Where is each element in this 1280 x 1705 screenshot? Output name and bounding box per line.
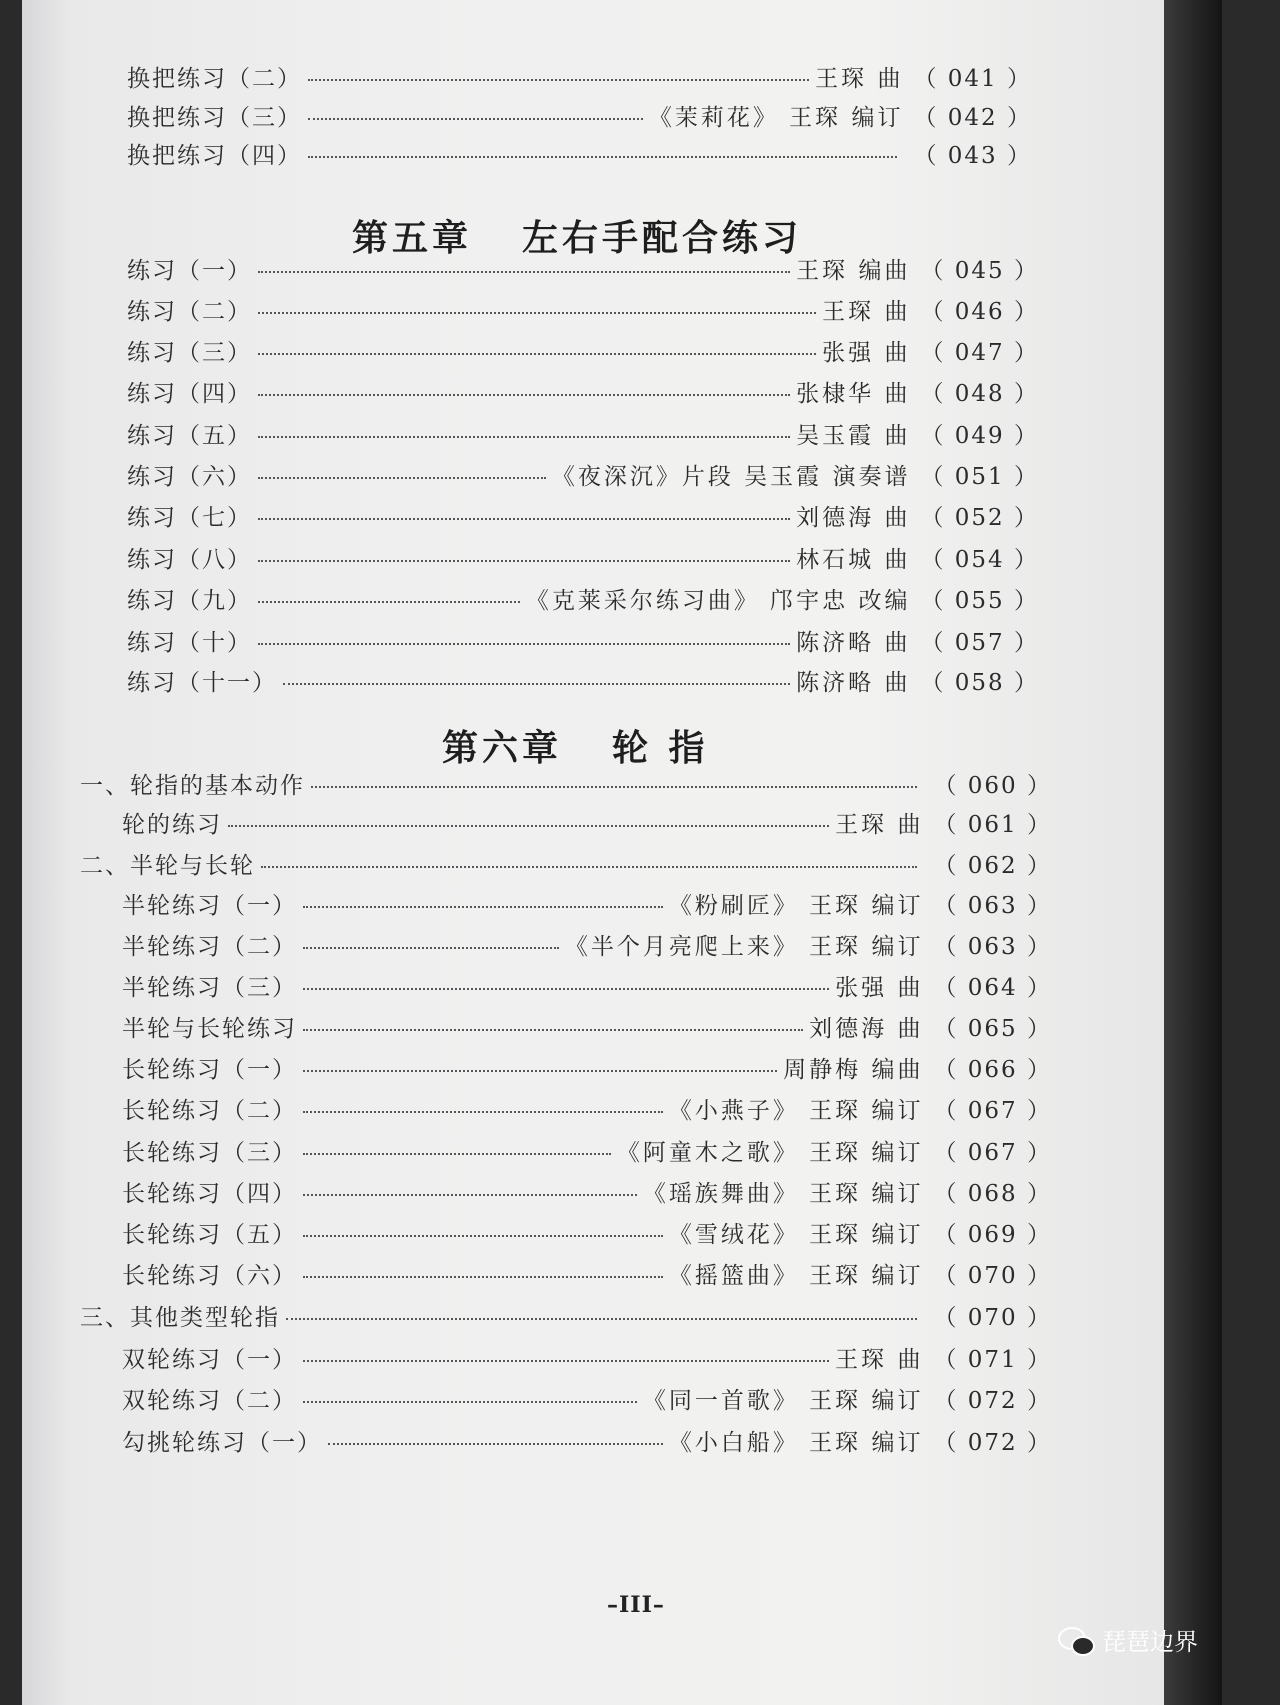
toc-entry-page-number: （ 063 ）: [933, 892, 1052, 919]
toc-entry-title: 长轮练习（三）: [122, 1139, 297, 1166]
toc-entry-title: 轮的练习: [122, 811, 222, 838]
toc-entry-title: 练习（六）: [127, 463, 252, 490]
toc-entry-page-number: （ 055 ）: [920, 587, 1039, 614]
toc-entry-title: 三、其他类型轮指: [80, 1304, 280, 1331]
toc-entry-page-number: （ 054 ）: [920, 546, 1039, 573]
toc-entry-credit: 《瑶族舞曲》 王琛 编订: [642, 1180, 924, 1207]
toc-entry-page-number: （ 051 ）: [920, 463, 1039, 490]
toc-entry-page-number: （ 052 ）: [920, 504, 1039, 531]
toc-entry-title: 长轮练习（五）: [122, 1221, 297, 1248]
toc-entry: [122, 1255, 1052, 1291]
toc-entry-title: 半轮练习（二）: [122, 933, 297, 960]
dot-leader: [303, 1401, 637, 1403]
dot-leader: [303, 1070, 777, 1072]
toc-entry-credit: 《小白船》 王琛 编订: [668, 1429, 924, 1456]
toc-entry-credit: 《克莱采尔练习曲》 邝宇忠 改编: [525, 587, 911, 614]
toc-entry-title: 一、轮指的基本动作: [80, 772, 305, 799]
chapter5-title: 左右手配合练习: [522, 217, 803, 259]
toc-entry-credit: 陈济略 曲: [796, 669, 911, 696]
toc-entry: [122, 967, 1052, 1003]
toc-entry: [127, 415, 1039, 451]
toc-entry-title: 换把练习（四）: [127, 142, 302, 169]
toc-entry-credit: 《摇篮曲》 王琛 编订: [668, 1262, 924, 1289]
toc-entry-credit: 《小燕子》 王琛 编订: [668, 1097, 924, 1124]
toc-entry-page-number: （ 048 ）: [920, 380, 1039, 407]
watermark-text: 琵琶边界: [1102, 1628, 1198, 1656]
toc-entry-credit: 张强 曲: [822, 339, 911, 366]
toc-entry-title: 练习（九）: [127, 587, 252, 614]
toc-entry-credit: 吴玉霞 曲: [796, 422, 911, 449]
dot-leader: [286, 1318, 917, 1320]
toc-entry-title: 练习（二）: [127, 298, 252, 325]
toc-entry-credit: 《半个月亮爬上来》 王琛 编订: [564, 933, 924, 960]
dot-leader: [303, 1276, 663, 1278]
toc-entry-title: 二、半轮与长轮: [80, 852, 255, 879]
toc-entry-page-number: （ 070 ）: [933, 1304, 1052, 1331]
toc-entry-credit: 王琛 曲: [815, 65, 904, 92]
toc-entry: [80, 1297, 1052, 1333]
toc-entry-page-number: （ 045 ）: [920, 257, 1039, 284]
toc-entry-credit: 《茉莉花》 王琛 编订: [648, 104, 904, 131]
dot-leader: [258, 312, 816, 314]
toc-entry: [127, 580, 1039, 616]
toc-entry-credit: 张棣华 曲: [796, 380, 911, 407]
dot-leader: [303, 1111, 663, 1113]
toc-entry: [127, 135, 1032, 171]
dot-leader: [258, 394, 790, 396]
toc-entry-title: 双轮练习（一）: [122, 1346, 297, 1373]
chapter5-number: 第五章: [352, 217, 473, 259]
dot-leader: [258, 271, 790, 273]
toc-entry: [122, 1049, 1052, 1085]
toc-entry-page-number: （ 066 ）: [933, 1056, 1052, 1083]
toc-entry-page-number: （ 070 ）: [933, 1262, 1052, 1289]
dot-leader: [258, 518, 790, 520]
toc-entry: [80, 845, 1052, 881]
toc-entry-credit: 刘德海 曲: [809, 1015, 924, 1042]
page-folio: –III–: [607, 1592, 665, 1618]
toc-entry-title: 长轮练习（一）: [122, 1056, 297, 1083]
toc-entry-page-number: （ 047 ）: [920, 339, 1039, 366]
toc-entry-credit: 《同一首歌》 王琛 编订: [642, 1387, 924, 1414]
toc-entry-page-number: （ 058 ）: [920, 669, 1039, 696]
dot-leader: [283, 683, 790, 685]
toc-entry-credit: 《夜深沉》片段 吴玉霞 演奏谱: [551, 463, 911, 490]
toc-entry-title: 双轮练习（二）: [122, 1387, 297, 1414]
chapter6-number: 第六章: [442, 727, 563, 769]
toc-entry: [122, 1008, 1052, 1044]
dot-leader: [311, 786, 917, 788]
toc-entry-page-number: （ 041 ）: [913, 65, 1032, 92]
toc-entry-credit: 《粉刷匠》 王琛 编订: [668, 892, 924, 919]
toc-entry-title: 长轮练习（四）: [122, 1180, 297, 1207]
dot-leader: [303, 1194, 637, 1196]
dot-leader: [328, 1443, 663, 1445]
toc-entry: [127, 58, 1032, 94]
toc-entry-page-number: （ 072 ）: [933, 1387, 1052, 1414]
toc-entry-title: 半轮练习（一）: [122, 892, 297, 919]
toc-entry-page-number: （ 042 ）: [913, 104, 1032, 131]
dot-leader: [261, 866, 917, 868]
toc-entry-page-number: （ 062 ）: [933, 852, 1052, 879]
toc-entry-credit: 王琛 曲: [822, 298, 911, 325]
wechat-icon: [1058, 1625, 1094, 1655]
toc-entry: [127, 373, 1039, 409]
chapter6-title: 轮 指: [612, 727, 709, 769]
toc-entry: [127, 622, 1039, 658]
toc-entry-title: 长轮练习（六）: [122, 1262, 297, 1289]
toc-entry-title: 练习（一）: [127, 257, 252, 284]
toc-entry: [127, 250, 1039, 286]
toc-entry-credit: 刘德海 曲: [796, 504, 911, 531]
dot-leader: [303, 1360, 829, 1362]
toc-entry: [122, 1173, 1052, 1209]
toc-entry-credit: 周静梅 编曲: [783, 1056, 924, 1083]
toc-entry-title: 练习（十一）: [127, 669, 277, 696]
toc-entry-page-number: （ 067 ）: [933, 1097, 1052, 1124]
dot-leader: [308, 118, 643, 120]
dot-leader: [258, 601, 520, 603]
toc-entry-title: 练习（三）: [127, 339, 252, 366]
toc-entry-credit: 陈济略 曲: [796, 629, 911, 656]
toc-entry-page-number: （ 043 ）: [913, 142, 1032, 169]
dot-leader: [258, 560, 790, 562]
dot-leader: [303, 1235, 663, 1237]
book-page: [22, 0, 1222, 1705]
toc-entry: [122, 1132, 1052, 1168]
dot-leader: [303, 1153, 611, 1155]
watermark: [1058, 1622, 1198, 1657]
toc-entry: [127, 662, 1039, 698]
toc-entry-title: 长轮练习（二）: [122, 1097, 297, 1124]
toc-entry: [122, 1339, 1052, 1375]
toc-entry: [122, 804, 1052, 840]
chapter6-heading: [442, 720, 709, 771]
dot-leader: [258, 643, 790, 645]
toc-entry: [127, 332, 1039, 368]
dot-leader: [303, 947, 559, 949]
toc-entry: [127, 539, 1039, 575]
toc-entry-page-number: （ 061 ）: [933, 811, 1052, 838]
dot-leader: [308, 156, 897, 158]
toc-entry-credit: 《雪绒花》 王琛 编订: [668, 1221, 924, 1248]
toc-entry-title: 练习（四）: [127, 380, 252, 407]
toc-entry: [127, 97, 1032, 133]
toc-entry-page-number: （ 069 ）: [933, 1221, 1052, 1248]
toc-entry-title: 勾挑轮练习（一）: [122, 1429, 322, 1456]
toc-entry: [122, 926, 1052, 962]
toc-entry: [127, 291, 1039, 327]
dot-leader: [303, 906, 663, 908]
toc-entry-page-number: （ 071 ）: [933, 1346, 1052, 1373]
toc-entry: [122, 885, 1052, 921]
toc-entry-credit: 王琛 曲: [835, 1346, 924, 1373]
toc-entry-page-number: （ 072 ）: [933, 1429, 1052, 1456]
toc-entry: [127, 456, 1039, 492]
toc-entry-title: 练习（五）: [127, 422, 252, 449]
dot-leader: [308, 79, 809, 81]
dot-leader: [258, 477, 546, 479]
toc-entry-page-number: （ 057 ）: [920, 629, 1039, 656]
toc-entry-page-number: （ 046 ）: [920, 298, 1039, 325]
book-edge-shadow: [1164, 0, 1222, 1705]
toc-entry: [127, 497, 1039, 533]
toc-entry-page-number: （ 065 ）: [933, 1015, 1052, 1042]
toc-entry-credit: 张强 曲: [835, 974, 924, 1001]
toc-entry-title: 换把练习（三）: [127, 104, 302, 131]
toc-entry: [122, 1422, 1052, 1458]
toc-entry-page-number: （ 067 ）: [933, 1139, 1052, 1166]
toc-entry-title: 半轮与长轮练习: [122, 1015, 297, 1042]
toc-entry-page-number: （ 063 ）: [933, 933, 1052, 960]
dot-leader: [258, 353, 816, 355]
toc-entry-title: 练习（十）: [127, 629, 252, 656]
toc-entry: [122, 1090, 1052, 1126]
toc-entry-title: 练习（七）: [127, 504, 252, 531]
toc-entry-credit: 王琛 曲: [835, 811, 924, 838]
toc-entry-title: 半轮练习（三）: [122, 974, 297, 1001]
toc-entry-page-number: （ 049 ）: [920, 422, 1039, 449]
toc-entry: [122, 1380, 1052, 1416]
toc-entry-title: 换把练习（二）: [127, 65, 302, 92]
toc-entry: [122, 1214, 1052, 1250]
toc-entry: [80, 765, 1052, 801]
dot-leader: [258, 436, 790, 438]
toc-entry-credit: 林石城 曲: [796, 546, 911, 573]
dot-leader: [228, 825, 829, 827]
toc-entry-credit: 王琛 编曲: [796, 257, 911, 284]
toc-entry-page-number: （ 060 ）: [933, 772, 1052, 799]
dot-leader: [303, 1029, 803, 1031]
toc-entry-page-number: （ 068 ）: [933, 1180, 1052, 1207]
dot-leader: [303, 988, 829, 990]
toc-entry-title: 练习（八）: [127, 546, 252, 573]
toc-entry-page-number: （ 064 ）: [933, 974, 1052, 1001]
toc-entry-credit: 《阿童木之歌》 王琛 编订: [616, 1139, 924, 1166]
